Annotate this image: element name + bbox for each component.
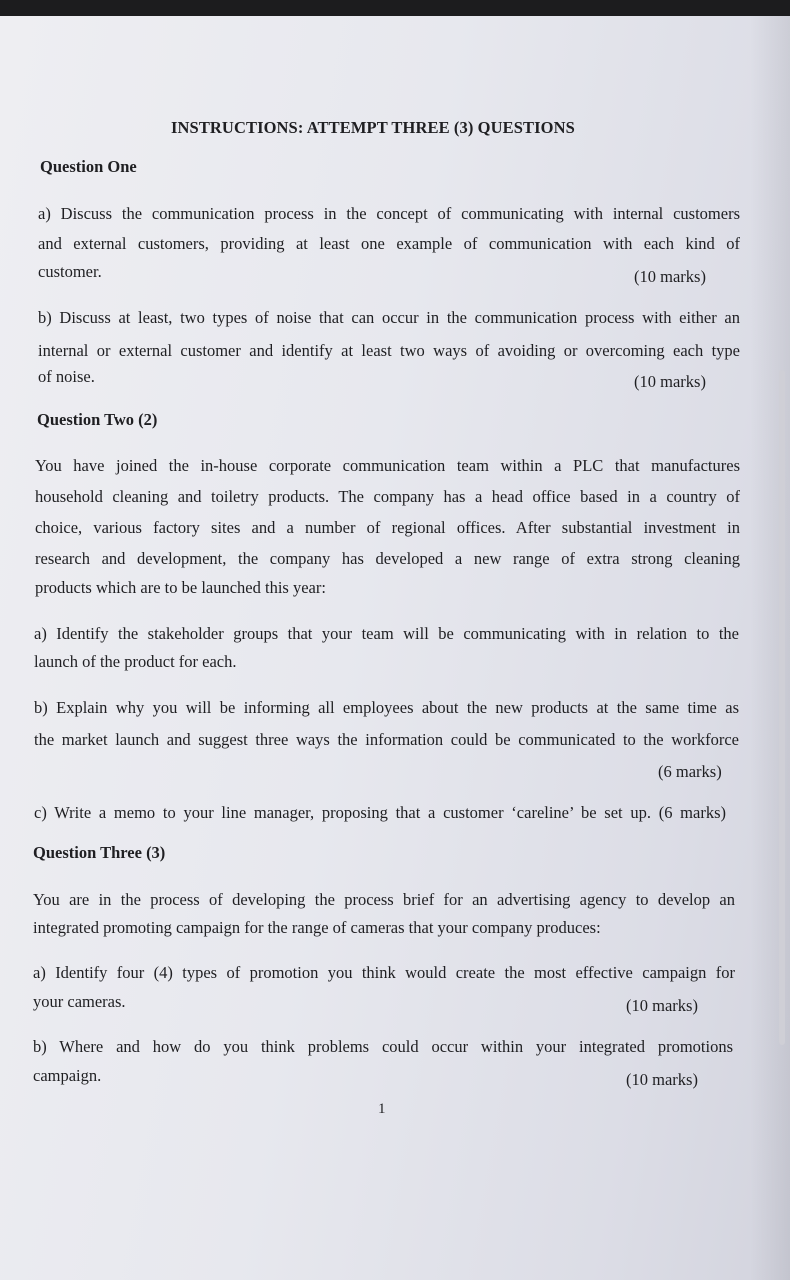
q3a-line-1: a) Identify four (4) types of promotion you think would create the most effective campaign for <box>33 963 735 982</box>
q2c-line: c) Write a memo to your line manager, proposing that a customer ‘careline’ be set up. (6 marks) <box>34 803 726 822</box>
q1a-line-2: and external customers, providing at least one example of communication with each kind of <box>38 234 740 253</box>
q3-intro-line-2: integrated promoting campaign for the range of cameras that your company produces: <box>33 918 601 937</box>
q2-intro-line-1: You have joined the in-house corporate communication team within a PLC that manufactures <box>35 456 740 475</box>
q2b-line-2: the market launch and suggest three ways the information could be communicated to the workforce <box>34 730 739 749</box>
q1b-line-2: internal or external customer and identify at least two ways of avoiding or overcoming each type <box>38 341 740 360</box>
q1a-marks: (10 marks) <box>634 267 706 286</box>
question-one-heading: Question One <box>40 157 137 176</box>
q2-intro-line-5: products which are to be launched this year: <box>35 578 326 597</box>
q2b-line-1: b) Explain why you will be informing all employees about the new products at the same time as <box>34 698 739 717</box>
q3b-line-2: campaign. <box>33 1066 102 1085</box>
q3a-line-2: your cameras. <box>33 992 126 1011</box>
q2-intro-line-4: research and development, the company has developed a new range of extra strong cleaning <box>35 549 740 568</box>
question-two-heading: Question Two (2) <box>37 410 158 429</box>
q2a-line-2: launch of the product for each. <box>34 652 237 671</box>
q1a-line-1: a) Discuss the communication process in the concept of communicating with internal customers <box>38 204 740 223</box>
q1b-line-3: of noise. <box>38 367 95 386</box>
q1b-marks: (10 marks) <box>634 372 706 391</box>
q1a-line-3: customer. <box>38 262 102 281</box>
q1b-line-1: b) Discuss at least, two types of noise that can occur in the communication process with either an <box>38 308 740 327</box>
q2a-line-1: a) Identify the stakeholder groups that your team will be communicating with in relation to the <box>34 624 739 643</box>
q3-intro-line-1: You are in the process of developing the process brief for an advertising agency to develop an <box>33 890 735 909</box>
q2-intro-line-3: choice, various factory sites and a number of regional offices. After substantial investment in <box>35 518 740 537</box>
question-three-heading: Question Three (3) <box>33 843 166 862</box>
top-status-bar <box>0 0 790 16</box>
instructions-title: INSTRUCTIONS: ATTEMPT THREE (3) QUESTIONS <box>171 118 575 137</box>
q2-intro-line-2: household cleaning and toiletry products. The company has a head office based in a country of <box>35 487 740 506</box>
q3b-line-1: b) Where and how do you think problems could occur within your integrated promotions <box>33 1037 733 1056</box>
q3a-marks: (10 marks) <box>626 996 698 1015</box>
scrollbar[interactable] <box>779 370 785 1045</box>
q3b-marks: (10 marks) <box>626 1070 698 1089</box>
page-number: 1 <box>378 1101 386 1117</box>
q2b-marks: (6 marks) <box>658 762 722 781</box>
